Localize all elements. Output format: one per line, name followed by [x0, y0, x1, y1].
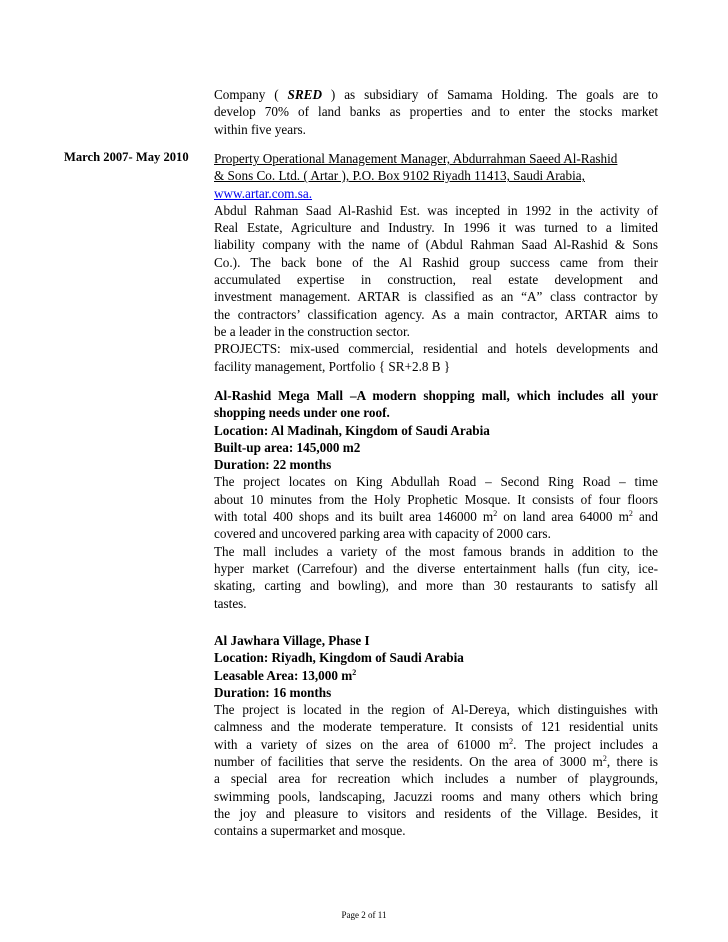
project-desc-text: number of facilities that serve the residents. On the area of 3000 m	[214, 754, 603, 770]
project-location: Location: Riyadh, Kingdom of Saudi Arabia	[214, 650, 464, 666]
project-desc-text: with a variety of sizes on the area of 61000 m	[214, 736, 510, 752]
projects-line-1: PROJECTS: mix-used commercial, residential and hotels developments and	[214, 341, 658, 357]
intro-line-1	[214, 86, 658, 103]
project-desc-line	[214, 508, 658, 525]
project-desc-text: on land area 64000 m	[497, 509, 629, 525]
project-desc-text: . The project includes a	[513, 736, 658, 752]
sred-abbrev: SRED	[287, 87, 322, 102]
project-desc-line: swimming pools, landscaping, Jacuzzi rooms and many others which bring	[214, 788, 658, 804]
project-heading-line-2: shopping needs under one roof.	[214, 405, 390, 421]
intro-line-2: develop 70% of land banks as properties and to enter the stocks market	[214, 104, 658, 120]
project-desc-line: contains a supermarket and mosque.	[214, 823, 406, 839]
project-heading-line-1: Al-Rashid Mega Mall –A modern shopping mall, which includes all your	[214, 388, 658, 403]
project-desc-line: about 10 minutes from the Holy Prophetic Mosque. It consists of four floors	[214, 491, 658, 507]
project-desc-line: hyper market (Carrefour) and the diverse entertainment halls (fun city, ice-	[214, 560, 658, 576]
project-desc-line: covered and uncovered parking area with capacity of 2000 cars.	[214, 526, 551, 542]
project-duration: Duration: 22 months	[214, 457, 332, 473]
company-desc-line: be a leader in the construction sector.	[214, 323, 410, 339]
project-area: Built-up area: 145,000 m2	[214, 439, 361, 455]
project-desc-line: skating, carting and bowling), and more than 30 restaurants to satisfy all	[214, 578, 658, 594]
company-desc-line: Co.). The back bone of the Al Rashid group success came from their	[214, 254, 658, 270]
intro-text: ) as subsidiary of Samama Holding. The goals are to	[330, 87, 659, 102]
page-number: Page 2 of 11	[341, 910, 387, 920]
project-desc-line	[214, 753, 658, 770]
company-desc-line: Real Estate, Agriculture and Industry. In 1996 it was turned to a limited	[214, 220, 658, 236]
project-desc-line: tastes.	[214, 595, 247, 611]
project-desc-line: The mall includes a variety of the most famous brands in addition to the	[214, 543, 658, 559]
project-desc-line: a special area for recreation which includes a number of playgrounds,	[214, 771, 658, 787]
intro-text: Company (	[214, 87, 279, 102]
job-title-line-2: & Sons Co. Ltd. ( Artar ), P.O. Box 9102 Riyadh 11413, Saudi Arabia,	[214, 168, 585, 184]
projects-line-2: facility management, Portfolio { SR+2.8 B }	[214, 358, 451, 374]
company-desc-line: the contractors’ classification agency. As a main contractor, ARTAR aims to	[214, 306, 658, 322]
project-area	[214, 667, 658, 684]
project-desc-text: and	[632, 509, 658, 525]
company-desc-line: liability company with the name of (Abdul Rahman Saad Al-Rashid & Sons	[214, 237, 658, 253]
superscript: 2	[352, 667, 357, 677]
superscript: 2	[509, 736, 514, 746]
job-date-range: March 2007- May 2010	[64, 150, 189, 164]
project-desc-line: calmness and the moderate temperature. It consists of 121 residential units	[214, 719, 658, 735]
project-desc-line	[214, 736, 658, 753]
project-mega-mall	[214, 387, 658, 612]
intro-line-3: within five years.	[214, 121, 306, 137]
job-title-line-1: Property Operational Management Manager, Abdurrahman Saeed Al-Rashid	[214, 151, 618, 166]
project-desc-line: The project locates on King Abdullah Road – Second Ring Road – time	[214, 474, 658, 490]
intro-paragraph	[214, 86, 658, 138]
project-desc-line: The project is located in the region of Al-Dereya, which distinguishes with	[214, 702, 658, 718]
project-desc-text: with total 400 shops and its built area 146000 m	[214, 509, 494, 525]
job-block	[214, 150, 658, 375]
superscript: 2	[602, 754, 607, 764]
project-duration: Duration: 16 months	[214, 684, 332, 700]
superscript: 2	[628, 509, 633, 519]
company-website-link[interactable]: www.artar.com.sa.	[214, 185, 313, 201]
project-area-text: Leasable Area: 13,000 m	[214, 667, 353, 683]
company-desc-line: accumulated expertise in construction, real estate development and	[214, 272, 658, 288]
company-desc-line: Abdul Rahman Saad Al-Rashid Est. was incepted in 1992 in the activity of	[214, 202, 658, 218]
project-location: Location: Al Madinah, Kingdom of Saudi Arabia	[214, 422, 490, 438]
superscript: 2	[493, 509, 498, 519]
project-heading: Al Jawhara Village, Phase I	[214, 633, 370, 648]
project-desc-text: , there is	[606, 754, 659, 770]
project-jawhara-village	[214, 632, 658, 840]
project-desc-line: the joy and pleasure to visitors and residents of the Village. Besides, it	[214, 805, 658, 821]
company-desc-line: investment management. ARTAR is classified as an “A” class contractor by	[214, 289, 658, 305]
